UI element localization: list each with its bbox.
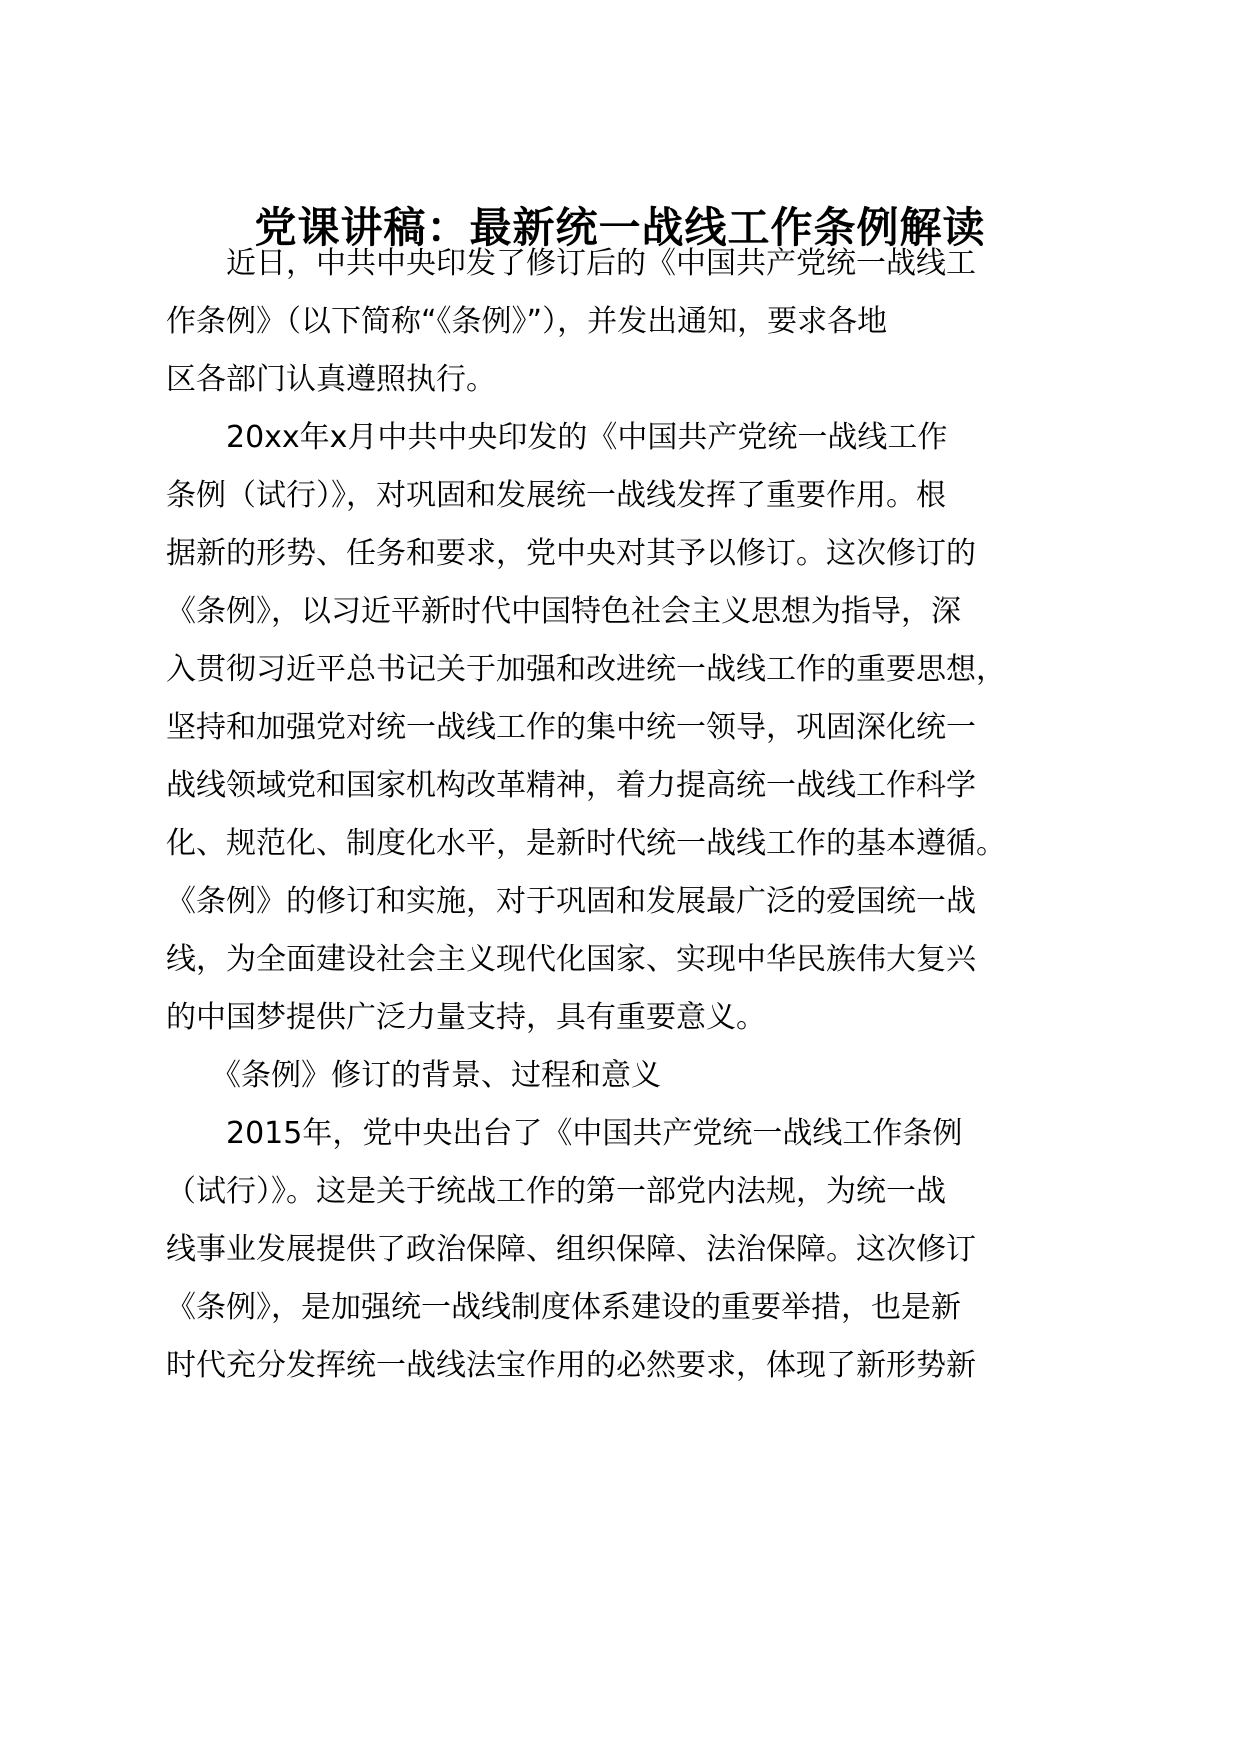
text-line: 20xx年x月中共中央印发的《中国共产党统一战线工作 (166, 420, 948, 455)
text-line: 化、规范化、制度化水平，是新时代统一战线工作的基本遵循。 (166, 826, 1006, 861)
text-line: 《条例》，是加强统一战线制度体系建设的重要举措，也是新 (166, 1290, 961, 1325)
text-line: 条例（试行）》，对巩固和发展统一战线发挥了重要作用。根 (166, 478, 946, 513)
text-line: 《条例》，以习近平新时代中国特色社会主义思想为指导，深 (166, 594, 961, 629)
text-line: 入贯彻习近平总书记关于加强和改进统一战线工作的重要思想， (166, 652, 1006, 687)
text-line: 时代充分发挥统一战线法宝作用的必然要求，体现了新形势新 (166, 1348, 976, 1383)
text-line: 区各部门认真遵照执行。 (166, 362, 496, 397)
text-line: 近日，中共中央印发了修订后的《中国共产党统一战线工 (166, 246, 976, 281)
text-line: 2015年，党中央出台了《中国共产党统一战线工作条例 (166, 1116, 963, 1151)
document-title: 党课讲稿：最新统一战线工作条例解读 (254, 203, 986, 252)
text-line: 的中国梦提供广泛力量支持，具有重要意义。 (166, 1000, 766, 1035)
text-line: 线，为全面建设社会主义现代化国家、实现中华民族伟大复兴 (166, 942, 976, 977)
text-line: 《条例》的修订和实施，对于巩固和发展最广泛的爱国统一战 (166, 884, 976, 919)
text-line: 线事业发展提供了政治保障、组织保障、法治保障。这次修订 (166, 1232, 976, 1267)
text-line: 坚持和加强党对统一战线工作的集中统一领导，巩固深化统一 (166, 710, 976, 745)
text-line: 战线领域党和国家机构改革精神，着力提高统一战线工作科学 (166, 768, 976, 803)
text-line: 据新的形势、任务和要求，党中央对其予以修订。这次修订的 (166, 536, 976, 571)
text-line: 作条例》（以下简称“《条例》”），并发出通知，要求各地 (166, 304, 888, 339)
text-line: （试行）》。这是关于统战工作的第一部党内法规，为统一战 (166, 1174, 946, 1209)
section-heading: 《条例》修订的背景、过程和意义 (166, 1058, 661, 1093)
